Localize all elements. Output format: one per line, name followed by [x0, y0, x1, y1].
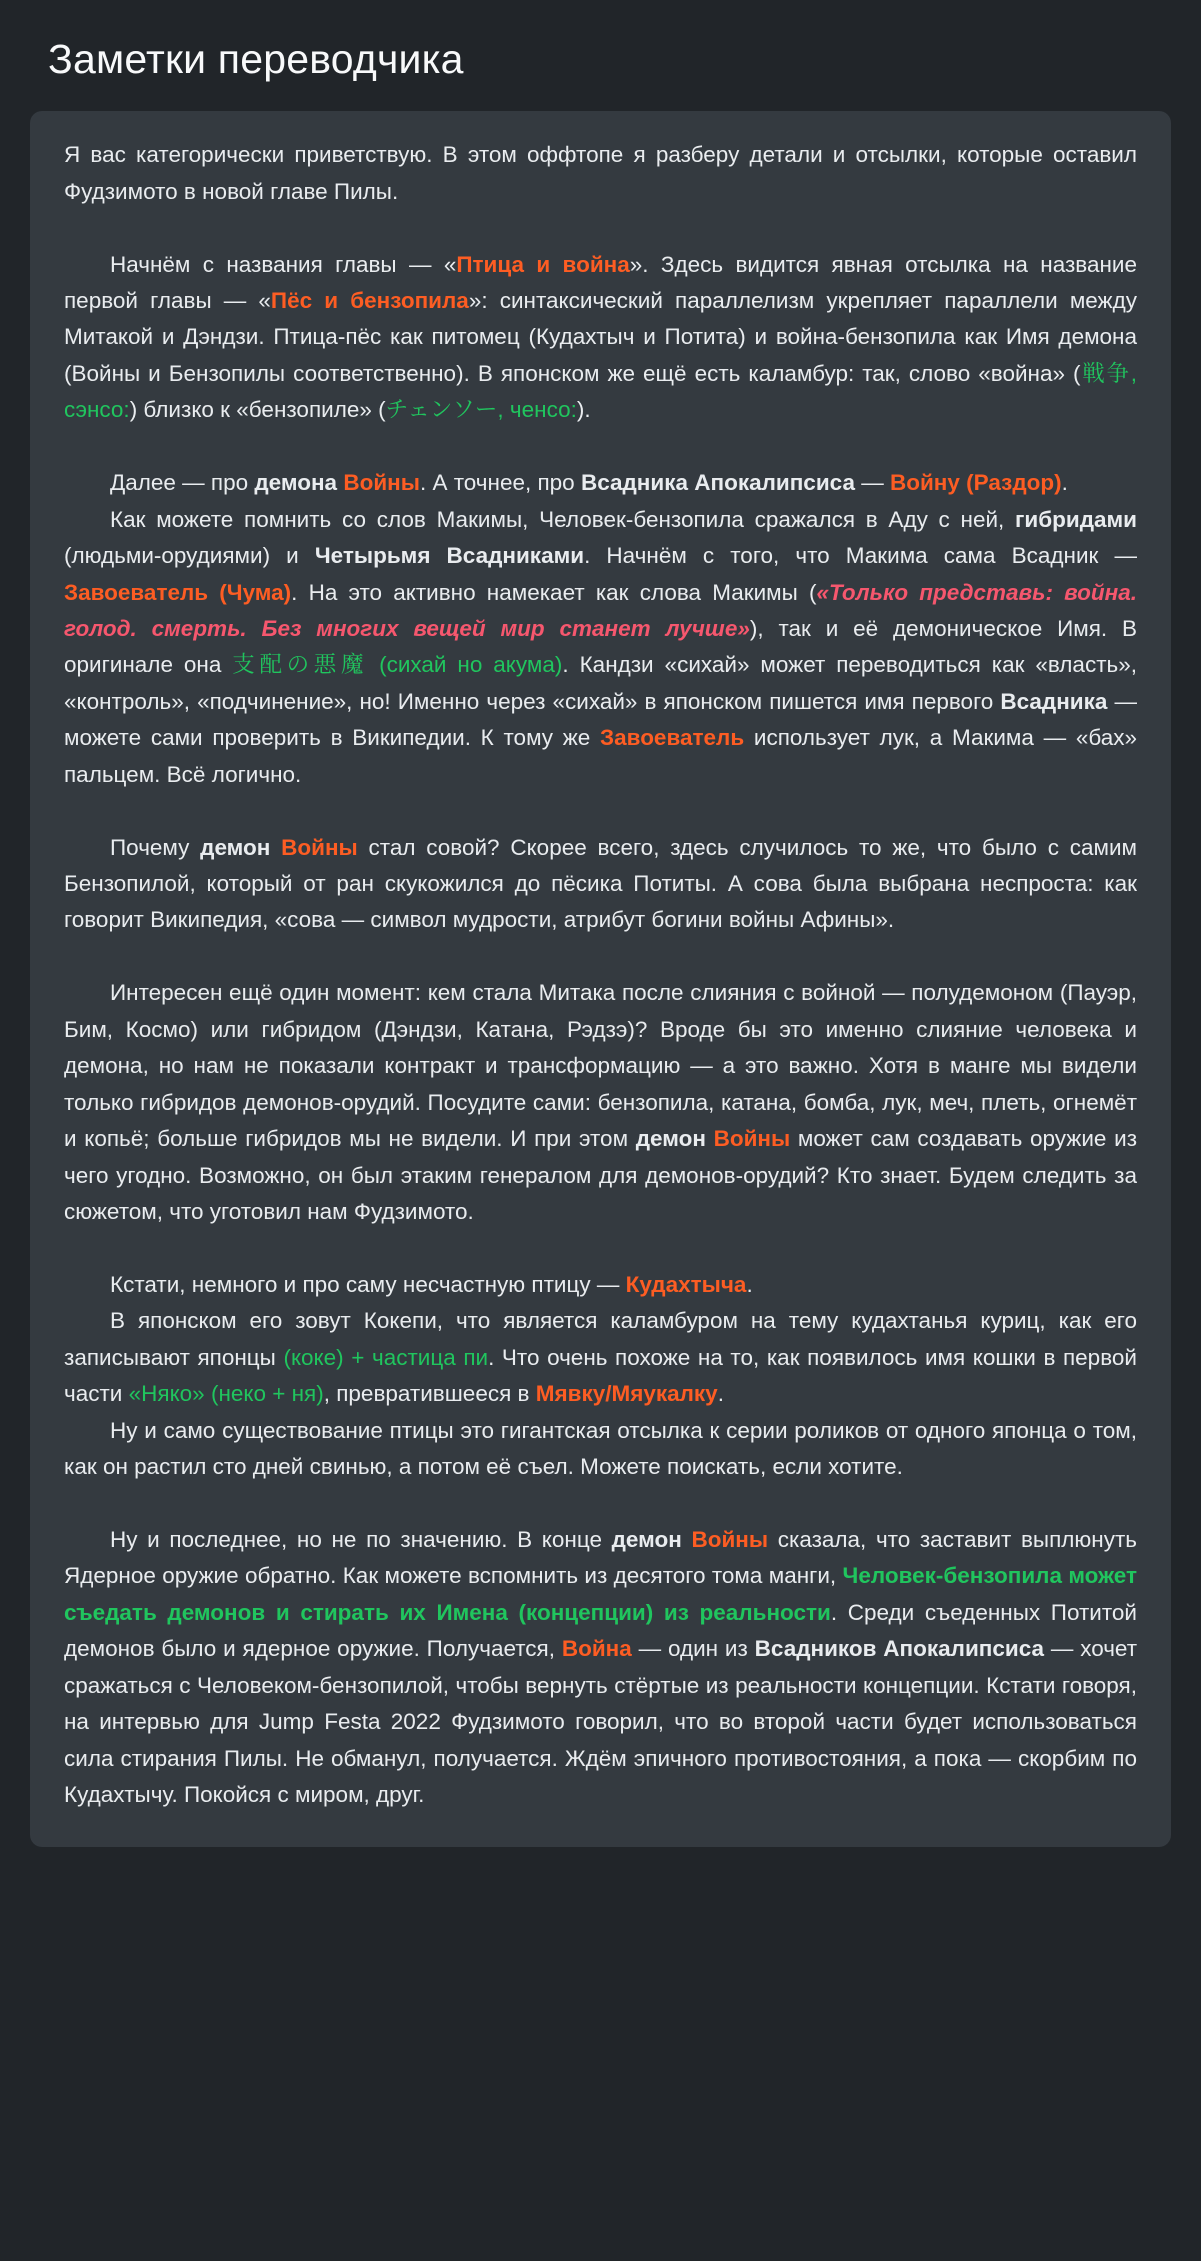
japanese-green-run: 戦争, сэнсо:	[64, 360, 1137, 423]
text-run: В японском его зовут Кокепи, что является каламбуром на тему кудахтанья куриц, как его записывают японцы	[64, 1308, 1137, 1370]
text-run: использует лук, а Макима — «бах» пальцем. Всё логично.	[64, 725, 1137, 787]
text-run: Как можете помнить со слов Макимы, Человек-бензопила сражался в Аду с ней,	[110, 506, 1016, 532]
note-paragraph	[64, 465, 1137, 501]
highlight-orange-run: Завоеватель (Чума)	[64, 579, 292, 605]
text-run: Почему	[110, 834, 201, 860]
bold-run: демон	[611, 1526, 692, 1552]
highlight-orange-run: Война	[561, 1636, 632, 1662]
text-run: Интересен ещё один момент: кем стала Митака после слияния с войной — полудемоном (Пауэр, Бим, Космо) или гибридом (Дэндзи, Катана, Рэдзэ)? Вроде бы это именно слияние человека и демона, но нам не показали контракт и трансформацию — а это важно. Хотя в манге мы видели только гибридов демонов-орудий. Посудите сами: бензопила, катана, бомба, лук, меч, плеть, огнемёт и копьё; больше гибридов мы не видели. И при этом	[64, 980, 1137, 1152]
bold-run: Всадника Апокалипсиса	[580, 470, 855, 496]
quote-italic-run: «Только представь: война. голод. смерть. Без многих вещей мир станет лучше»	[64, 579, 1138, 641]
text-run: — один из	[631, 1636, 755, 1662]
highlight-orange-run: Завоеватель	[600, 725, 745, 751]
highlight-orange-run: Войны	[343, 470, 420, 496]
translator-notes-card	[30, 111, 1171, 1847]
text-run	[368, 652, 379, 677]
japanese-green-run: (коке) + частица пи	[283, 1344, 489, 1370]
bold-run: демон	[635, 1126, 714, 1152]
text-run: стал совой? Скорее всего, здесь случилось то же, что было с самим Бензопилой, который от ран скукожился до пёсика Потиты. А сова была выбрана неспроста: как говорит Википедия, «сова — символ мудрости, атрибут богини войны Афины».	[64, 834, 1137, 933]
note-paragraph	[64, 975, 1137, 1230]
bold-run: Всадников Апокалипсиса	[754, 1636, 1045, 1662]
highlight-orange-run: Птица и война	[456, 251, 630, 277]
text-run: .	[717, 1381, 724, 1407]
text-run: . А точнее, про	[419, 470, 581, 496]
bold-run: демона	[254, 470, 344, 496]
note-paragraph	[64, 1267, 1137, 1303]
bold-run: демон	[200, 834, 282, 860]
highlight-orange-run: Войны	[691, 1526, 769, 1552]
text-run: Далее — про	[110, 470, 255, 496]
text-run: —	[854, 470, 890, 496]
text-run: — хочет сражаться с Человеком-бензопилой, чтобы вернуть стёртые из реальности концепции. Кстати говоря, на интервью для Jump Festa 2022 Фудзимото говорил, что во второй части будет использоваться сила стирания Пилы. Не обманул, получается. Ждём эпичного противостояния, а пока — скорбим по Кудахтычу. Покойся с миром, друг.	[64, 1636, 1138, 1807]
text-run: .	[1061, 470, 1068, 496]
highlight-orange-run: Кудахтыча	[625, 1271, 747, 1297]
text-run: Я вас категорически приветствую. В этом оффтопе я разберу детали и отсылки, которые оставил Фудзимото в новой главе Пилы.	[64, 142, 1137, 204]
bold-run: Четырьмя Всадниками	[314, 543, 585, 569]
highlight-green-run: Человек-бензопила может съедать демонов и стирать их Имена (концепции) из реальности	[64, 1563, 1138, 1625]
text-run: .	[746, 1271, 753, 1297]
note-paragraph	[64, 247, 1137, 429]
text-run: . Среди съеденных Потитой демонов было и ядерное оружие. Получается,	[64, 1599, 1137, 1662]
page-title: Заметки переводчика	[48, 36, 464, 82]
text-run: »: синтаксический параллелизм укрепляет параллели между Митакой и Дэндзи. Птица-пёс как питомец (Кудахтыч и Потита) и война-бензопила как Имя демона (Войны и Бензопилы соответственно). В японском же ещё есть каламбур: так, слово «война» (	[64, 288, 1137, 386]
note-body	[64, 137, 1137, 1813]
note-paragraph	[64, 830, 1137, 939]
bold-run: Всадника	[1000, 688, 1108, 714]
text-run: ) близко к «бензопиле» (	[129, 397, 386, 423]
text-run: . Кандзи «сихай» может переводиться как «власть», «контроль», «подчинение», но! Именно через «сихай» в японском пишется имя первого	[64, 652, 1137, 714]
text-run: Ну и само существование птицы это гигантская отсылка к серии роликов от одного японца о том, как он растил сто дней свинью, а потом её съел. Можете поискать, если хотите.	[64, 1417, 1137, 1479]
text-run: может сам создавать оружие из чего угодно. Возможно, он был этаким генералом для демонов-орудий? Кто знает. Будем следить за сюжетом, что уготовил нам Фудзимото.	[64, 1126, 1138, 1224]
highlight-orange-run: Пёс и бензопила	[270, 288, 469, 313]
text-run: Ну и последнее, но не по значению. В конце	[110, 1526, 612, 1552]
japanese-green-run: «Няко» (неко + ня)	[128, 1381, 324, 1407]
highlight-orange-run: Войну (Раздор)	[889, 470, 1062, 496]
text-run: Начнём с названия главы — «	[110, 251, 457, 277]
text-run: . На это активно намекает как слова Макимы (	[291, 579, 817, 605]
highlight-orange-run: Войны	[281, 834, 358, 860]
japanese-green-run: チェンソー, ченсо:	[385, 397, 577, 423]
highlight-orange-run: Войны	[713, 1126, 791, 1152]
text-run: — можете сами проверить в Википедии. К тому же	[64, 688, 1137, 751]
note-paragraph	[64, 502, 1137, 794]
text-run: Кстати, немного и про саму несчастную птицу —	[110, 1271, 626, 1297]
text-run: . Начнём с того, что Макима сама Всадник —	[584, 543, 1137, 569]
text-run: , превратившееся в	[323, 1381, 536, 1407]
highlight-orange-run: Мявку/Мяукалку	[535, 1381, 718, 1407]
text-run: ).	[576, 397, 591, 423]
text-run: сказала, что заставит выплюнуть Ядерное оружие обратно. Как можете вспомнить из десятого тома манги,	[64, 1526, 1137, 1589]
text-run: . Что очень похоже на то, как появилось имя кошки в первой части	[64, 1344, 1137, 1407]
text-run: (людьми-орудиями) и	[64, 543, 315, 569]
japanese-green-run: (сихай но акума)	[379, 652, 563, 678]
note-paragraph	[64, 137, 1137, 210]
note-paragraph	[64, 1413, 1137, 1486]
note-paragraph	[64, 1303, 1137, 1412]
bold-run: гибридами	[1015, 506, 1137, 532]
text-run: ), так и её демоническое Имя. В оригинале она	[64, 615, 1138, 678]
japanese-green-run: 支配の悪魔	[232, 652, 369, 678]
note-paragraph	[64, 1522, 1137, 1814]
text-run: ». Здесь видится явная отсылка на название первой главы — «	[64, 251, 1137, 313]
